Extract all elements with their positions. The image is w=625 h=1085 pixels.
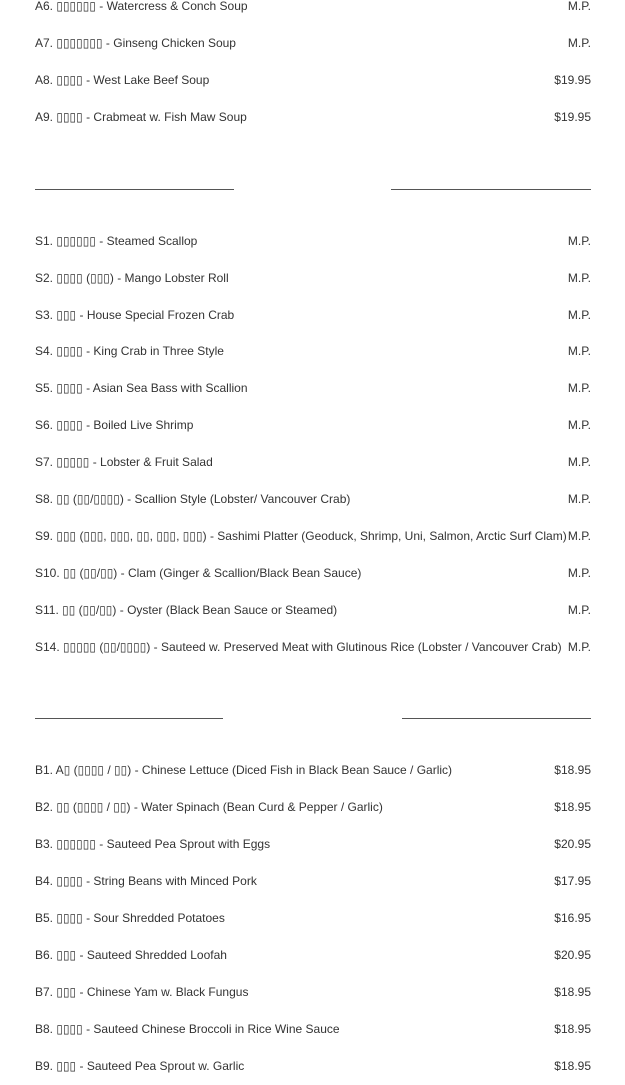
menu-item-name: B7. ▯▯▯ - Chinese Yam w. Black Fungus [35, 985, 249, 999]
menu-item [35, 1058, 591, 1074]
menu-item [35, 0, 591, 14]
menu-item [35, 836, 591, 852]
menu-item [35, 109, 591, 125]
menu-item [35, 270, 591, 286]
menu-item-price: $16.95 [554, 911, 591, 925]
menu-item-name: S5. ▯▯▯▯ - Asian Sea Bass with Scallion [35, 381, 248, 395]
menu-item-price: $18.95 [554, 1022, 591, 1036]
menu-item-name: S6. ▯▯▯▯ - Boiled Live Shrimp [35, 418, 194, 432]
menu-item [35, 233, 591, 249]
menu-item-name: B9. ▯▯▯ - Sauteed Pea Sprout w. Garlic [35, 1059, 245, 1073]
menu-item-price: M.P. [567, 308, 591, 322]
menu-item-price: M.P. [567, 418, 591, 432]
menu-item-price: $20.95 [554, 837, 591, 851]
menu-item [35, 307, 591, 323]
menu-item-name: B6. ▯▯▯ - Sauteed Shredded Loofah [35, 948, 227, 962]
menu-item [35, 947, 591, 963]
menu-item-price: $18.95 [554, 1059, 591, 1073]
menu-item-name: A6. ▯▯▯▯▯▯ - Watercress & Conch Soup [35, 0, 248, 13]
menu-item [35, 910, 591, 926]
menu-item-price: M.P. [567, 529, 591, 543]
section-divider-left [35, 718, 223, 719]
menu-item [35, 1021, 591, 1037]
menu-item [35, 873, 591, 889]
menu-item-price: $18.95 [554, 763, 591, 777]
menu-item-price: M.P. [567, 381, 591, 395]
menu-item [35, 417, 591, 433]
menu-item-name: A9. ▯▯▯▯ - Crabmeat w. Fish Maw Soup [35, 110, 247, 124]
menu-item-name: B2. ▯▯ (▯▯▯▯ / ▯▯) - Water Spinach (Bean Curd & Pepper / Garlic) [35, 800, 383, 814]
menu-item-price: M.P. [567, 640, 591, 654]
menu-item [35, 602, 591, 618]
menu-item-name: A8. ▯▯▯▯ - West Lake Beef Soup [35, 73, 210, 87]
menu-item-name: B8. ▯▯▯▯ - Sauteed Chinese Broccoli in Rice Wine Sauce [35, 1022, 340, 1036]
menu-item-name: S2. ▯▯▯▯ (▯▯▯) - Mango Lobster Roll [35, 271, 229, 285]
menu-item-price: M.P. [567, 492, 591, 506]
menu-item-name: S11. ▯▯ (▯▯/▯▯) - Oyster (Black Bean Sauce or Steamed) [35, 603, 338, 617]
menu-item-name: B3. ▯▯▯▯▯▯ - Sauteed Pea Sprout with Eggs [35, 837, 271, 851]
menu-item-name: S14. ▯▯▯▯▯ (▯▯/▯▯▯▯) - Sauteed w. Preserved Meat with Glutinous Rice (Lobster / Vancouver Crab) [35, 640, 562, 654]
section-divider-right [391, 189, 591, 190]
menu-item-name: S9. ▯▯▯ (▯▯▯, ▯▯▯, ▯▯, ▯▯▯, ▯▯▯) - Sashimi Platter (Geoduck, Shrimp, Uni, Salmon, Arctic Surf Clam) [35, 529, 567, 543]
menu-item-name: S3. ▯▯▯ - House Special Frozen Crab [35, 308, 235, 322]
menu-item [35, 380, 591, 396]
menu-item-price: $19.95 [554, 73, 591, 87]
menu-item [35, 343, 591, 359]
section-divider-left [35, 189, 234, 190]
menu-item-name: S1. ▯▯▯▯▯▯ - Steamed Scallop [35, 234, 198, 248]
menu-item-price: M.P. [567, 344, 591, 358]
menu-item [35, 454, 591, 470]
menu-item-name: B5. ▯▯▯▯ - Sour Shredded Potatoes [35, 911, 225, 925]
menu-item-name: S7. ▯▯▯▯▯ - Lobster & Fruit Salad [35, 455, 213, 469]
section-divider-right [402, 718, 591, 719]
menu-item-price: M.P. [567, 566, 591, 580]
menu-item-price: $20.95 [554, 948, 591, 962]
menu-item-price: M.P. [567, 36, 591, 50]
menu-item-price: M.P. [567, 603, 591, 617]
menu-item-name: B1. A▯ (▯▯▯▯ / ▯▯) - Chinese Lettuce (Diced Fish in Black Bean Sauce / Garlic) [35, 763, 453, 777]
menu-item-name: A7. ▯▯▯▯▯▯▯ - Ginseng Chicken Soup [35, 36, 236, 50]
menu-item-price: M.P. [567, 455, 591, 469]
menu-item-name: S8. ▯▯ (▯▯/▯▯▯▯) - Scallion Style (Lobster/ Vancouver Crab) [35, 492, 351, 506]
menu-item-price: $18.95 [554, 985, 591, 999]
menu-item [35, 639, 591, 655]
menu-item [35, 491, 591, 507]
menu-item-price: M.P. [567, 234, 591, 248]
menu-item [35, 799, 591, 815]
menu-item [35, 565, 591, 581]
menu-item-name: S10. ▯▯ (▯▯/▯▯) - Clam (Ginger & Scallion/Black Bean Sauce) [35, 566, 362, 580]
menu-item-price: $19.95 [554, 110, 591, 124]
menu-item [35, 72, 591, 88]
menu-item-price: M.P. [567, 0, 591, 13]
menu-item [35, 762, 591, 778]
menu-item-price: $17.95 [554, 874, 591, 888]
menu-item [35, 528, 591, 544]
menu-item-name: S4. ▯▯▯▯ - King Crab in Three Style [35, 344, 224, 358]
menu-item [35, 35, 591, 51]
menu-item-price: M.P. [567, 271, 591, 285]
menu-item [35, 984, 591, 1000]
menu-item-name: B4. ▯▯▯▯ - String Beans with Minced Pork [35, 874, 257, 888]
menu-item-price: $18.95 [554, 800, 591, 814]
